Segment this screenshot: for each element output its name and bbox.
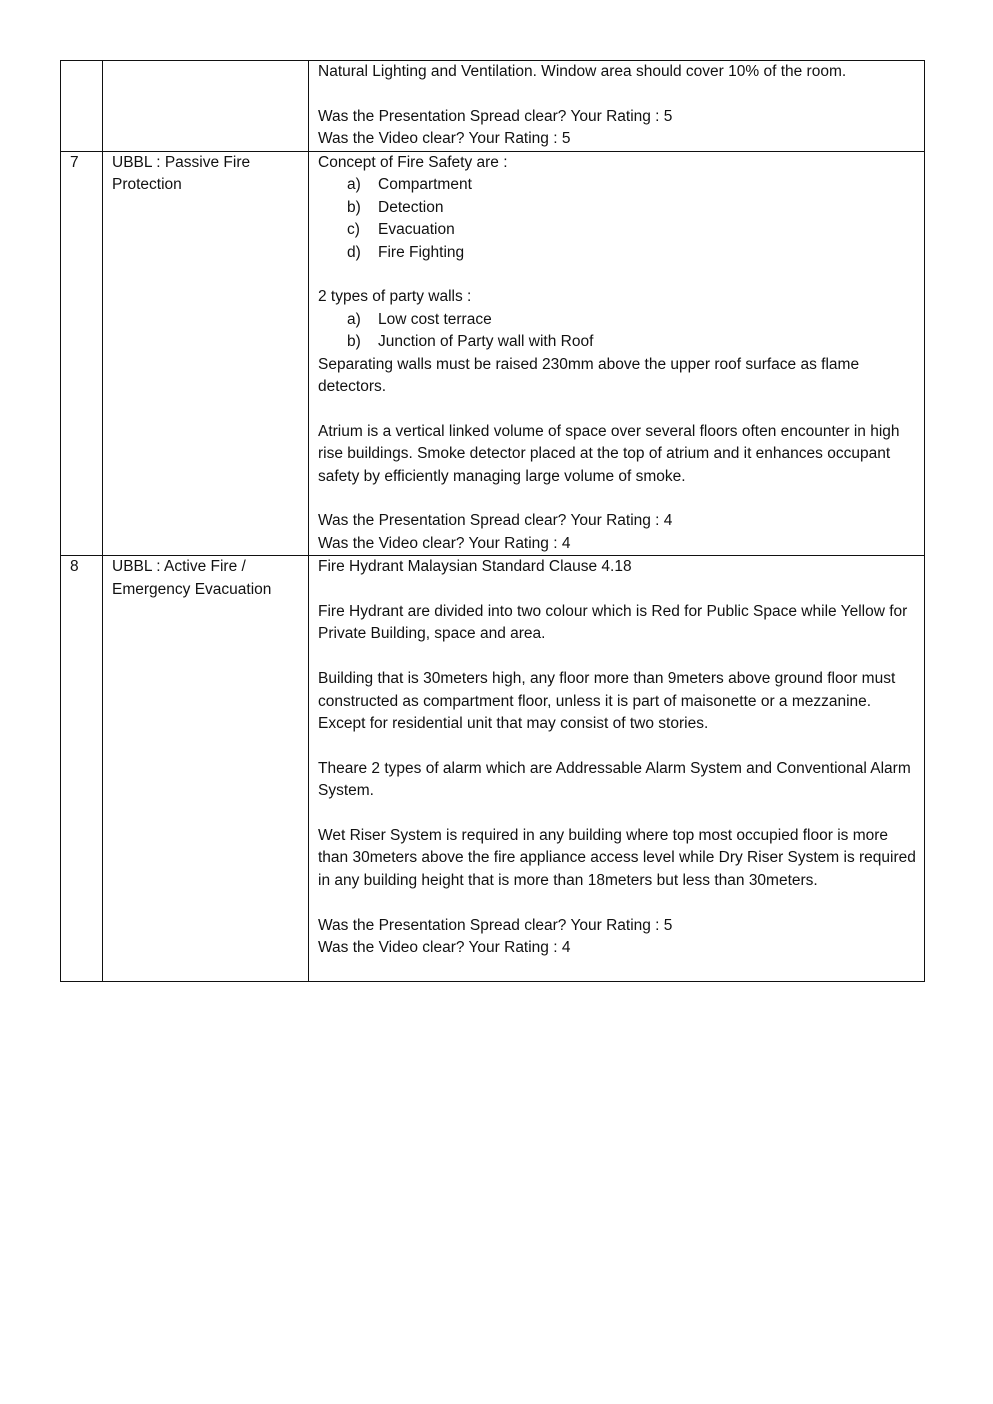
presentation-rating: Was the Presentation Spread clear? Your Rating : 4 xyxy=(318,512,673,530)
hydrant-clause: Fire Hydrant Malaysian Standard Clause 4.18 xyxy=(318,558,632,576)
spacer xyxy=(318,646,916,668)
list-item: a) Compartment xyxy=(347,176,472,194)
table-row xyxy=(61,556,925,982)
presentation-rating: Was the Presentation Spread clear? Your Rating : 5 xyxy=(318,107,673,125)
number-cell xyxy=(61,61,103,152)
table-row xyxy=(61,152,925,556)
spacer xyxy=(318,264,916,286)
walls-list xyxy=(318,309,916,354)
table-row xyxy=(61,61,925,152)
spacer xyxy=(318,803,916,825)
riser-system-text: Wet Riser System is required in any building where top most occupied floor is more than 30meters above the fire appliance access level while Dry Riser System is required in any building height that is more than 18meters but less than 30meters. xyxy=(318,827,916,889)
list-item: d) Fire Fighting xyxy=(347,243,465,261)
building-height-text: Building that is 30meters high, any floor more than 9meters above ground floor must constructed as compartment floor, unless it is part of maisonette or a mezzanine. Except for residential unit that may consist of two stories. xyxy=(318,670,896,733)
atrium-text: Atrium is a vertical linked volume of space over several floors often encounter in high rise buildings. Smoke detector placed at the top of atrium and it enhances occupant safety by efficiently managing large volume of smoke. xyxy=(318,422,900,485)
content-cell xyxy=(309,152,925,556)
alarm-types-text: Theare 2 types of alarm which are Addressable Alarm System and Conventional Alarm System. xyxy=(318,759,911,800)
content-cell xyxy=(309,61,925,152)
content-cell xyxy=(309,556,925,982)
list-item: b) Junction of Party wall with Roof xyxy=(347,333,594,351)
concept-list xyxy=(318,174,916,264)
number-cell: 7 xyxy=(61,152,103,556)
video-rating: Was the Video clear? Your Rating : 5 xyxy=(318,130,571,148)
topic-cell: UBBL : Active Fire / Emergency Evacuation xyxy=(103,556,309,982)
continuation-text: Natural Lighting and Ventilation. Window area should cover 10% of the room. xyxy=(318,63,847,80)
video-rating: Was the Video clear? Your Rating : 4 xyxy=(318,534,571,552)
list-item: b) Detection xyxy=(347,198,444,216)
spacer xyxy=(318,735,916,757)
review-table xyxy=(60,60,925,982)
number-cell: 8 xyxy=(61,556,103,982)
topic-cell: UBBL : Passive Fire Protection xyxy=(103,152,309,556)
separating-text: Separating walls must be raised 230mm above the upper roof surface as flame detectors. xyxy=(318,355,860,396)
spacer xyxy=(318,892,916,914)
spacer xyxy=(318,579,916,601)
spacer xyxy=(318,488,916,510)
concept-heading: Concept of Fire Safety are : xyxy=(318,154,508,171)
list-item: c) Evacuation xyxy=(347,221,455,239)
video-rating: Was the Video clear? Your Rating : 4 xyxy=(318,939,571,957)
topic-cell xyxy=(103,61,309,152)
spacer xyxy=(318,83,916,105)
presentation-rating: Was the Presentation Spread clear? Your Rating : 5 xyxy=(318,916,673,934)
list-item: a) Low cost terrace xyxy=(347,310,492,328)
spacer xyxy=(318,398,916,420)
hydrant-colour-text: Fire Hydrant are divided into two colour which is Red for Public Space while Yellow for Private Building, space and area. xyxy=(318,603,908,643)
walls-heading: 2 types of party walls : xyxy=(318,288,472,306)
